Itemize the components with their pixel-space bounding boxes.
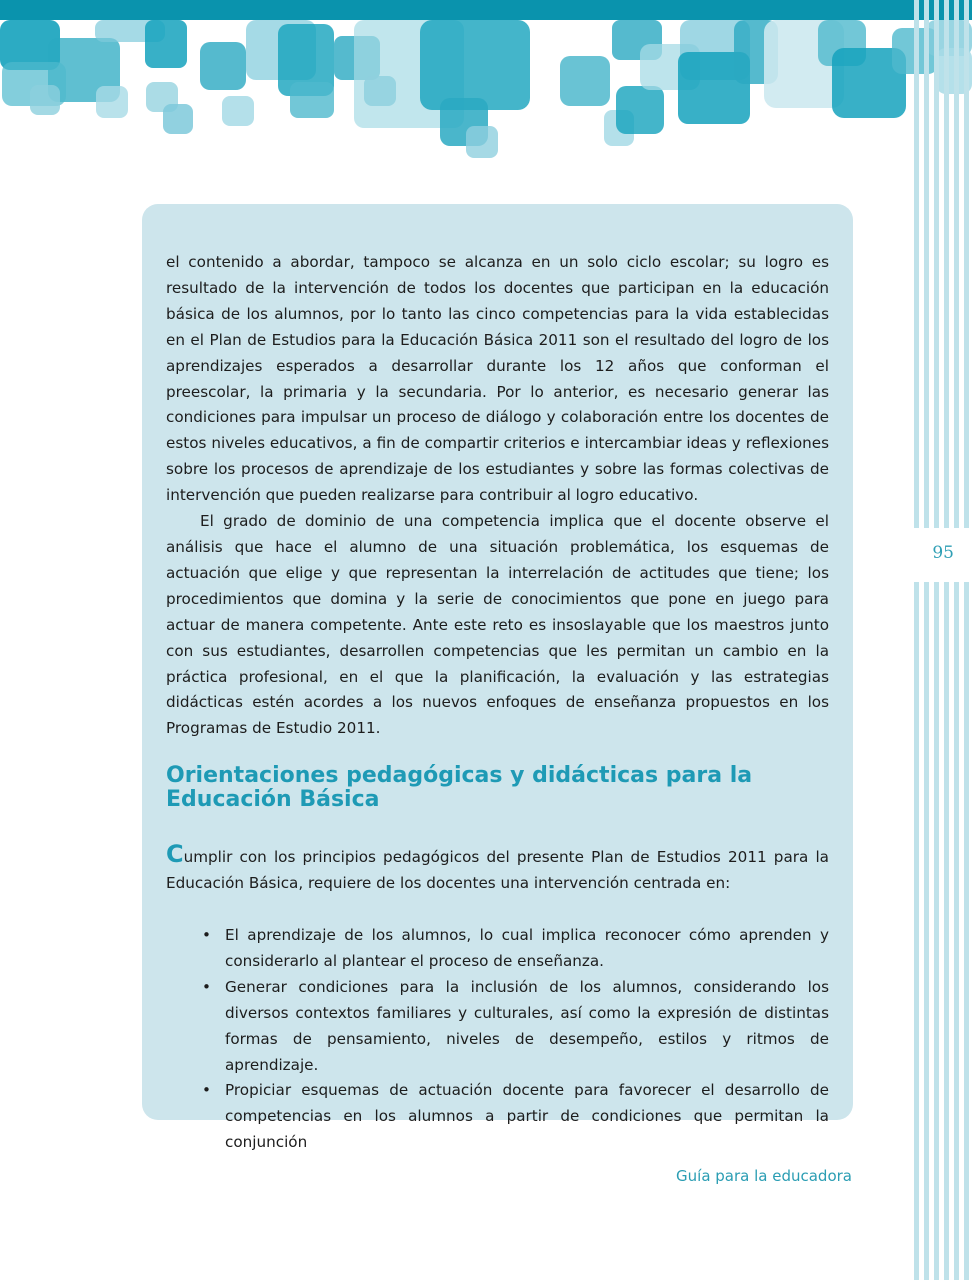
section-heading: Orientaciones pedagógicas y didácticas para la Educación Básica [166,763,753,813]
intro-text: umplir con los principios pedagógicos del presente Plan de Estudios 2011 para la Educación Básica, requiere de los docentes una intervención centrada en: [166,848,829,893]
bullet-list [166,923,829,1156]
side-stripes [912,0,972,1280]
paragraph-2: El grado de dominio de una competencia implica que el docente observe el análisis que hace el alumno de una situación problemática, los esquemas de actuación que elige y que representan la interrelación de actitudes que tiene; los procedimientos que domina y la serie de conocimientos que pone en juego para actuar de manera competente. Ante este reto es insoslayable que los maestros junto con sus estudiantes, desarrollen competencias que les permitan un cambio en la práctica profesional, en el que la planificación, la evaluación y las estrategias didácticas estén acordes a los nuevos enfoques de enseñanza propuestos en los Programas de Estudio 2011. [166,512,829,738]
bullet-icon: • [202,1081,211,1100]
bullet-icon: • [202,926,211,945]
header-decoration [0,0,972,170]
list-item [166,975,829,1079]
list-item [166,923,829,975]
body-text [166,250,829,1156]
footer-title: Guía para la educadora [676,1167,852,1185]
list-item-text: Propiciar esquemas de actuación docente para favorecer el desarrollo de competencias en los alumnos a partir de condiciones que permitan la conjunción [225,1081,829,1152]
drop-cap: C [166,840,184,869]
page-number: 95 [932,543,954,563]
list-item-text: Generar condiciones para la inclusión de los alumnos, considerando los diversos contextos familiares y culturales, así como la expresión de distintas formas de pensamiento, niveles de desempeño, estilos y ritmos de aprendizaje. [225,977,829,1074]
intro-paragraph [166,842,829,897]
paragraph-1: el contenido a abordar, tampoco se alcanza en un solo ciclo escolar; su logro es resultado de la intervención de todos los docentes que participan en la educación básica de los alumnos, por lo tanto las cinco competencias para la vida establecidas en el Plan de Estudios para la Educación Básica 2011 son el resultado del logro de los aprendizajes esperados a desarrollar durante los 12 años que conforman el preescolar, la primaria y la secundaria. Por lo anterior, es necesario generar las condiciones para impulsar un proceso de diálogo y colaboración entre los docentes de estos niveles educativos, a fin de compartir criterios e intercambiar ideas y reflexiones sobre los procesos de aprendizaje de los estudiantes y sobre las formas colectivas de intervención que pueden realizarse para contribuir al logro educativo. [166,253,829,505]
bullet-icon: • [202,977,211,996]
decorative-squares [0,20,972,158]
list-item [166,1078,829,1156]
list-item-text: El aprendizaje de los alumnos, lo cual implica reconocer cómo aprenden y considerarlo al plantear el proceso de enseñanza. [225,926,829,970]
